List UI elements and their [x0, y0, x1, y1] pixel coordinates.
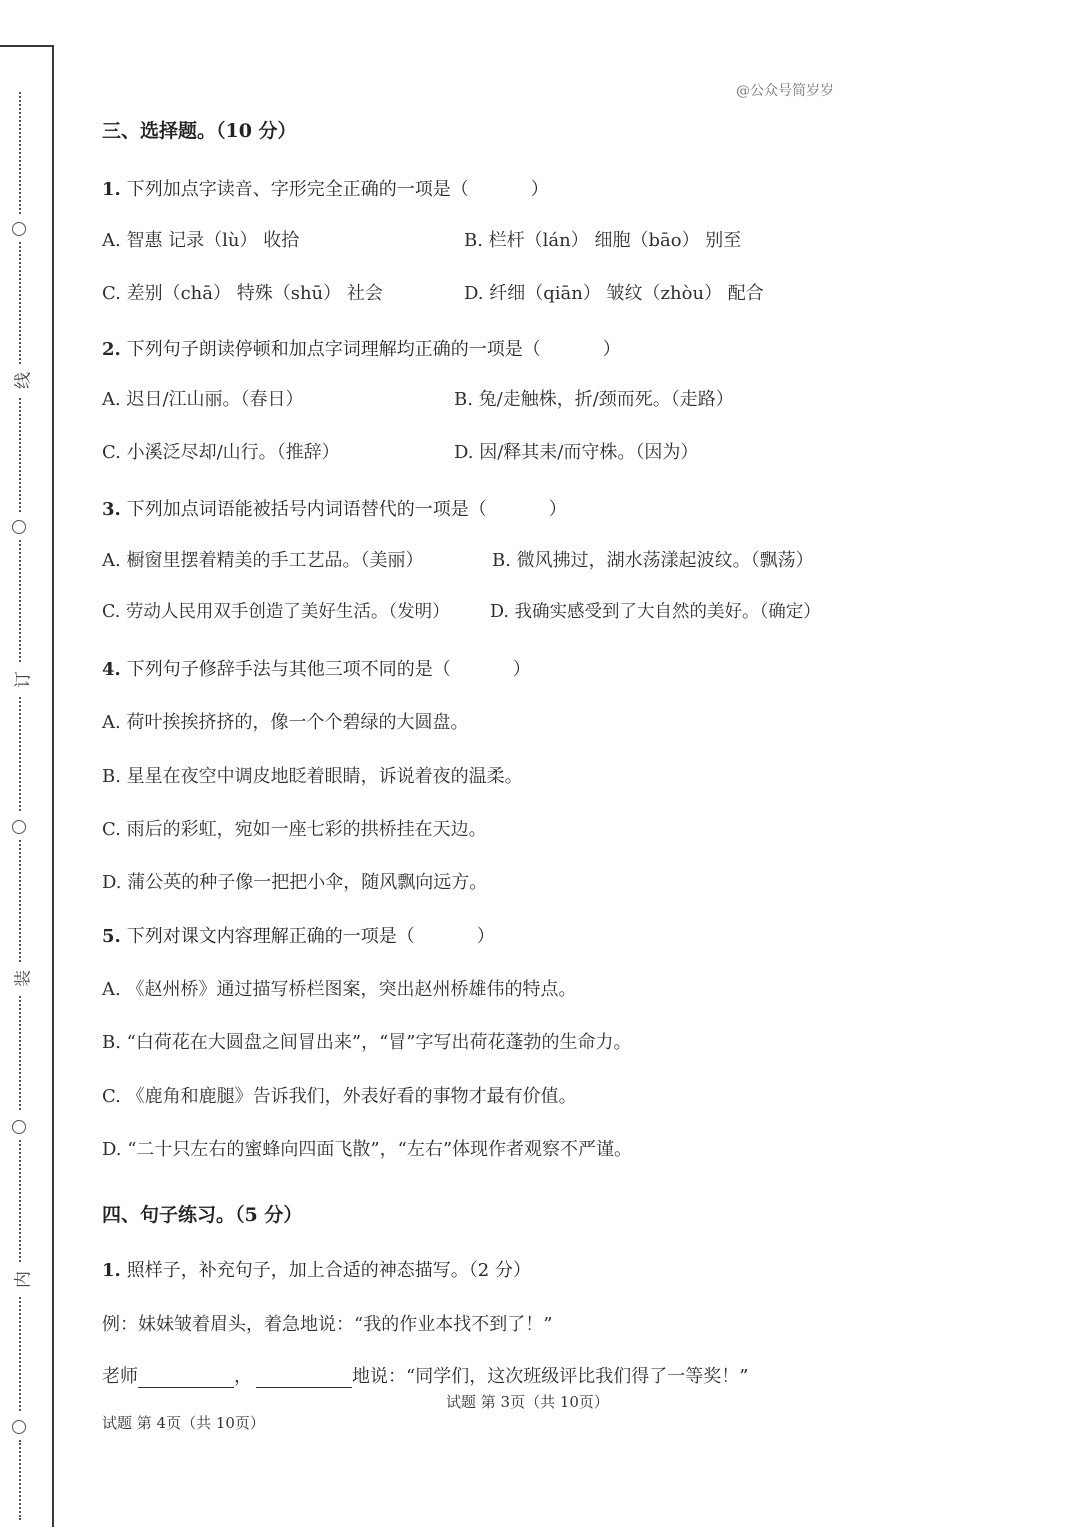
option-a: A. 迟日/江山丽。（春日）	[102, 389, 304, 410]
option-b: B. 栏杆（lán） 细胞（bāo） 别至	[464, 230, 742, 251]
dotted-line	[19, 1140, 21, 1262]
question-3	[102, 495, 567, 521]
question-text: 下列加点词语能被括号内词语替代的一项是（	[126, 499, 487, 520]
dotted-line	[19, 398, 21, 512]
option-d: D. 蒲公英的种子像一把把小伞，随风飘向远方。	[102, 872, 488, 893]
binding-hole-icon	[12, 820, 26, 834]
option-c: C. 雨后的彩虹，宛如一座七彩的拱桥挂在天边。	[102, 819, 487, 840]
option-a: A. 《赵州桥》通过描写桥栏图案，突出赵州桥雄伟的特点。	[102, 979, 577, 1000]
option-d: D. “二十只左右的蜜蜂向四面飞散”，“左右”体现作者观察不严谨。	[102, 1139, 633, 1160]
question-number: 1.	[102, 1260, 121, 1281]
question-close-paren: ）	[530, 179, 549, 200]
question-text: 照样子，补充句子，加上合适的神态描写。（2 分）	[126, 1260, 531, 1281]
example-sentence: 例：妹妹皱着眉头，着急地说：“我的作业本找不到了！”	[102, 1314, 553, 1335]
question-close-paren: ）	[548, 499, 567, 520]
binding-top-line	[0, 45, 54, 47]
dotted-line	[19, 996, 21, 1110]
fill-in-sentence	[102, 1362, 748, 1388]
section4-question-1	[102, 1256, 531, 1282]
page-footer-right: 试题 第 3页（共 10页）	[446, 1393, 609, 1411]
binding-char-zhuang: 装	[13, 970, 34, 987]
fill-suffix: 地说：“同学们，这次班级评比我们得了一等奖！”	[352, 1366, 749, 1387]
question-text: 下列对课文内容理解正确的一项是（	[126, 926, 415, 947]
section-four-title: 四、句子练习。（5 分）	[102, 1204, 303, 1226]
question-number: 1.	[102, 179, 121, 200]
option-b: B. 兔/走触株，折/颈而死。（走路）	[454, 389, 734, 410]
fill-blank-1[interactable]	[138, 1369, 234, 1388]
fill-blank-2[interactable]	[256, 1369, 352, 1388]
section-three-title: 三、选择题。（10 分）	[102, 120, 297, 142]
binding-hole-icon	[12, 520, 26, 534]
dotted-line	[19, 1297, 21, 1411]
question-4	[102, 655, 531, 681]
page-footer-left: 试题 第 4页（共 10页）	[102, 1414, 265, 1432]
dotted-line	[19, 92, 21, 214]
binding-char-xian: 线	[13, 372, 34, 389]
dotted-line	[19, 242, 21, 364]
dotted-line	[19, 1440, 21, 1520]
question-close-paren: ）	[512, 659, 531, 680]
option-a: A. 智惠 记录（lù） 收拾	[102, 230, 300, 251]
option-c: C. 差别（chā） 特殊（shū） 社会	[102, 283, 383, 304]
question-number: 2.	[102, 339, 121, 360]
question-text: 下列句子朗读停顿和加点字词理解均正确的一项是（	[126, 339, 541, 360]
watermark: @公众号简岁岁	[736, 83, 834, 99]
question-text: 下列加点字读音、字形完全正确的一项是（	[126, 179, 469, 200]
binding-vertical-line	[52, 45, 54, 1527]
option-a: A. 橱窗里摆着精美的手工艺品。（美丽）	[102, 550, 424, 571]
dotted-line	[19, 840, 21, 962]
question-close-paren: ）	[602, 339, 621, 360]
question-5	[102, 922, 495, 948]
option-c: C. 劳动人民用双手创造了美好生活。（发明）	[102, 602, 450, 622]
binding-hole-icon	[12, 1420, 26, 1434]
question-1	[102, 175, 549, 201]
question-2	[102, 335, 621, 361]
binding-char-ding: 订	[13, 671, 34, 688]
option-d: D. 因/释其耒/而守株。（因为）	[454, 442, 699, 463]
question-text: 下列句子修辞手法与其他三项不同的是（	[126, 659, 451, 680]
binding-margin	[0, 0, 54, 1527]
option-c: C. 《鹿角和鹿腿》告诉我们，外表好看的事物才最有价值。	[102, 1086, 577, 1107]
dotted-line	[19, 697, 21, 811]
question-number: 5.	[102, 926, 121, 947]
binding-hole-icon	[12, 1120, 26, 1134]
option-d: D. 我确实感受到了大自然的美好。（确定）	[490, 602, 821, 622]
binding-char-nei: 内	[13, 1271, 34, 1288]
fill-prefix: 老师	[102, 1366, 138, 1387]
question-close-paren: ）	[476, 926, 495, 947]
question-number: 3.	[102, 499, 121, 520]
question-number: 4.	[102, 659, 121, 680]
dotted-line	[19, 540, 21, 662]
option-c: C. 小溪泛尽却/山行。（推辞）	[102, 442, 340, 463]
option-a: A. 荷叶挨挨挤挤的，像一个个碧绿的大圆盘。	[102, 712, 469, 733]
option-b: B. 微风拂过，湖水荡漾起波纹。（飘荡）	[492, 550, 814, 571]
binding-hole-icon	[12, 222, 26, 236]
fill-comma: ，	[234, 1366, 252, 1387]
option-b: B. 星星在夜空中调皮地眨着眼睛，诉说着夜的温柔。	[102, 766, 523, 787]
option-d: D. 纤细（qiān） 皱纹（zhòu） 配合	[464, 283, 764, 304]
option-b: B. “白荷花在大圆盘之间冒出来”，“冒”字写出荷花蓬勃的生命力。	[102, 1032, 632, 1053]
